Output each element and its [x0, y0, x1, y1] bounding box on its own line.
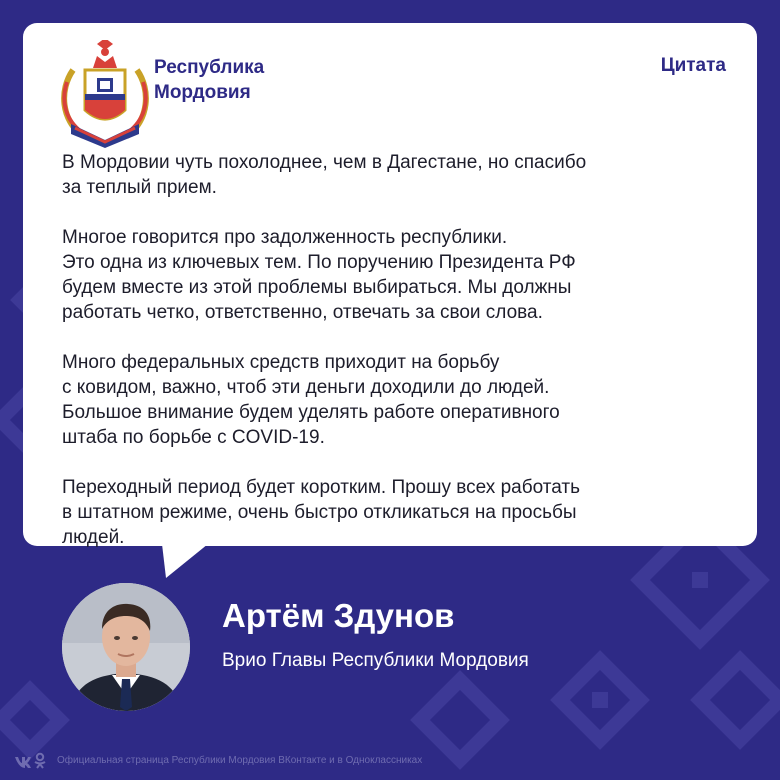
org-name-line-2: Мордовия — [154, 82, 251, 103]
portrait-image — [62, 583, 190, 711]
quote-line: будем вместе из этой проблемы выбираться. Мы должны — [62, 277, 572, 298]
quote-line: штаба по борьбе с COVID-19. — [62, 427, 325, 448]
vk-icon[interactable] — [15, 757, 31, 768]
quote-paragraph-4 — [62, 475, 732, 550]
quote-line: в штатном режиме, очень быстро откликаться на просьбы — [62, 502, 577, 523]
org-name — [154, 55, 374, 105]
org-name-line-1: Республика — [154, 57, 265, 78]
quote-line: людей. — [62, 527, 125, 548]
quote-line: Большое внимание будем уделять работе оперативного — [62, 402, 560, 423]
quote-card — [23, 23, 757, 546]
quote-line: работать четко, ответственно, отвечать за свои слова. — [62, 302, 543, 323]
quote-paragraph-3 — [62, 350, 732, 450]
social-icons — [14, 752, 48, 770]
quote-line: с ковидом, важно, чтоб эти деньги доходили до людей. — [62, 377, 550, 398]
avatar — [62, 583, 190, 711]
quote-text — [62, 150, 732, 575]
quote-line: Много федеральных средств приходит на борьбу — [62, 352, 500, 373]
odnoklassniki-icon[interactable] — [35, 754, 45, 768]
quote-tag: Цитата — [660, 55, 726, 76]
quote-line: Переходный период будет коротким. Прошу всех работать — [62, 477, 580, 498]
person-role: Врио Главы Республики Мордовия — [222, 650, 529, 671]
coat-of-arms-icon — [53, 40, 157, 148]
quote-paragraph-1 — [62, 150, 732, 200]
quote-line: Это одна из ключевых тем. По поручению Президента РФ — [62, 252, 576, 273]
quote-line: Многое говорится про задолженность республики. — [62, 227, 508, 248]
speech-bubble-tail — [162, 544, 208, 578]
quote-line: В Мордовии чуть похолоднее, чем в Дагестане, но спасибо — [62, 152, 587, 173]
person-name: Артём Здунов — [222, 597, 455, 634]
quote-paragraph-2 — [62, 225, 732, 325]
quote-line: за теплый прием. — [62, 177, 217, 198]
footer-text: Официальная страница Республики Мордовия ВКонтакте и в Одноклассниках — [57, 755, 423, 766]
